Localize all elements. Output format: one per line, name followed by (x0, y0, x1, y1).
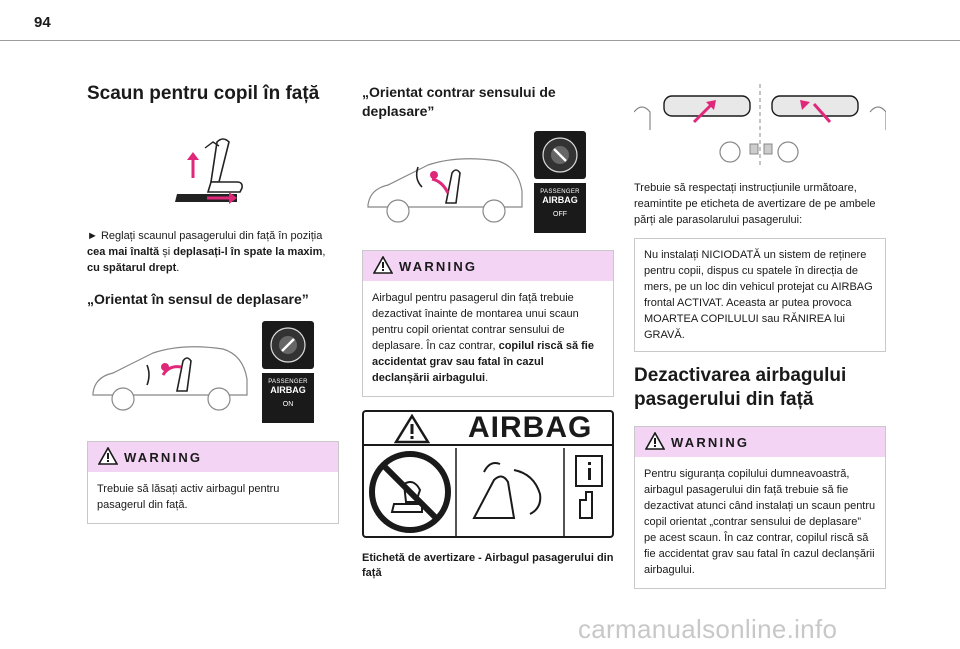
warning-box-child-safety (634, 426, 886, 589)
column-middle (362, 82, 614, 581)
seat-adjust-instruction: ► Reglați scaunul pasagerului din față în poziția cea mai înaltă și deplasați-l în spate la maxim, cu spătarul drept. (87, 230, 326, 274)
rear-facing-heading: „Orientat contrar sensului de deplasare” (362, 84, 556, 119)
airbag-label-word: AIRBAG (468, 411, 593, 444)
sun-visor-warning-note: Nu instalați NICIODATĂ un sistem de reținere pentru copii, dispus cu spatele în direcția de mers, pe un loc din vehicul protejat cu AIRBAG frontal ACTIVAT. Aceasta ar putea provoca MOARTEA COPILULUI sau RĂNIREA lui GRAVĂ. (634, 238, 886, 352)
airbag-indicator-on: PASSENGER AIRBAG ON (262, 373, 314, 423)
column-right (634, 82, 886, 589)
header-divider (0, 40, 960, 41)
warning-triangle-icon (645, 432, 665, 450)
warning-label: WARNING (399, 259, 478, 274)
sun-visor-label-icon (634, 82, 886, 168)
sun-visor-intro: Trebuie să respectați instrucțiunile următoare, reamintite pe eticheta de avertizare de pe ambele părți ale parasolarului pasagerului: (634, 182, 876, 226)
forward-facing-illustration (87, 321, 339, 425)
label-image-caption: Etichetă de avertizare - Airbagul pasagerului din față (362, 552, 614, 579)
car-rear-seat-icon (362, 153, 530, 225)
warning-header (88, 442, 338, 472)
watermark-text: carmanualsonline.info (578, 614, 838, 644)
warning-header (363, 251, 613, 281)
warning-triangle-icon (98, 447, 118, 465)
warning-text: Airbagul pentru pasagerul din față trebuie dezactivat înainte de montarea unui scaun pentru copil orientat contrar sensului de deplasare. În caz contrar, copilul riscă să fie accidentat grav sau fatal în cazul declanșării airbagului. (372, 292, 594, 384)
column-left (87, 82, 339, 524)
sun-visor-illustration (634, 82, 886, 168)
page-number: 94 (34, 14, 51, 31)
airbag-switch-on-icon (262, 321, 314, 369)
warning-triangle-icon (373, 256, 393, 274)
warning-label: WARNING (124, 450, 203, 465)
airbag-label-banner (364, 412, 612, 446)
rear-facing-illustration (362, 131, 614, 233)
airbag-indicator-off: PASSENGER AIRBAG OFF (534, 183, 586, 233)
warning-label: WARNING (671, 435, 750, 450)
seat-adjust-illustration (157, 134, 257, 206)
warning-header (635, 427, 885, 457)
seat-adjust-icon (157, 134, 257, 206)
airbag-label-pictograms (364, 448, 612, 538)
forward-facing-heading: „Orientat în sensul de deplasare” (87, 291, 309, 307)
warning-triangle-icon (394, 414, 430, 444)
section-title-deactivate-airbag: Dezactivarea airbagului pasagerului din față (634, 365, 847, 410)
warning-box-deactivate-airbag (362, 250, 614, 397)
warning-text: Pentru siguranța copilului dumneavoastră, airbagul pasagerului din față trebuie să fie dezactivat atunci când instalați un scaun pentru copil orientat „contrar sensului de deplasare” pe acest scaun. În caz contrar, copilul riscă să fie accidentat grav sau fatal în cazul declanșării airbagului. (644, 468, 876, 576)
warning-text: Trebuie să lăsați activ airbagul pentru pasagerul din față. (97, 483, 280, 511)
section-title-front-child-seat: Scaun pentru copil în față (87, 83, 320, 104)
airbag-switch-off-icon (534, 131, 586, 179)
warning-box-keep-airbag (87, 441, 339, 524)
car-forward-seat-icon (87, 341, 255, 413)
airbag-warning-label-image (362, 410, 614, 538)
